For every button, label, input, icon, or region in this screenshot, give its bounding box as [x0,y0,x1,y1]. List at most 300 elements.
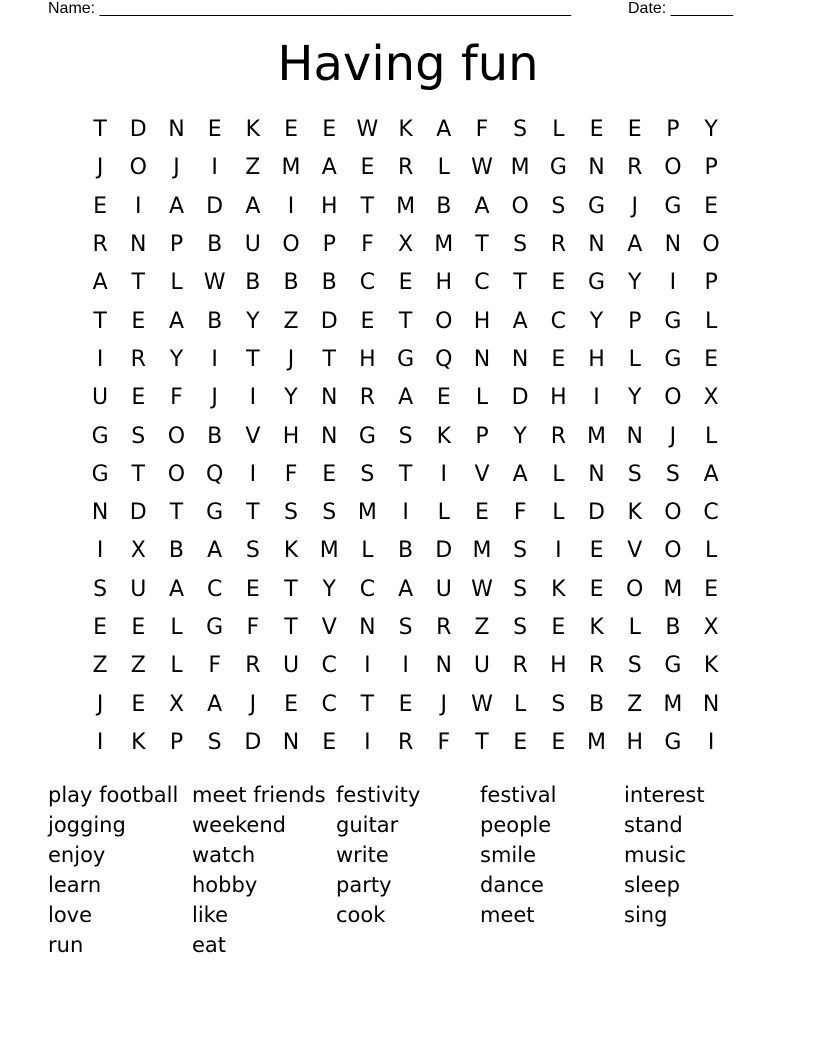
grid-cell: X [398,232,414,258]
grid-cell: N [320,385,338,411]
grid-cell: G [358,423,376,449]
grid-cell: G [206,615,224,640]
grid-cell: M [663,691,683,717]
grid-cell: K [436,423,451,449]
grid-cell: P [169,729,184,755]
grid-cell: C [703,500,719,526]
grid-cell: S [513,538,528,564]
grid-cell: O [664,538,682,564]
grid-cell: N [588,232,605,258]
grid-cell: U [130,576,147,602]
header [48,0,748,20]
grid-cell: G [206,500,224,526]
grid-cell: C [359,270,376,296]
grid-cell: E [704,193,719,219]
grid-cell: D [435,538,453,564]
grid-cell: G [664,653,682,679]
grid-cell: T [284,576,298,602]
grid-cell: Z [283,308,299,334]
grid-cell: G [588,270,606,296]
grid-cell: E [207,117,222,143]
grid-cell: A [627,232,643,258]
grid-cell: B [436,193,452,219]
grid-cell: I [249,461,257,487]
word-list-item: people [480,813,552,837]
grid-cell: A [168,576,184,602]
grid-cell: S [93,576,108,602]
grid-cell: E [551,615,566,640]
grid-cell: Z [474,615,490,640]
grid-cell: E [704,576,719,602]
grid-cell: X [703,615,719,640]
grid-cell: K [703,653,719,679]
grid-cell: K [589,615,604,640]
grid-cell: N [702,691,720,717]
grid-cell: Y [513,423,527,449]
grid-cell: R [245,653,261,679]
grid-cell: T [169,500,184,526]
grid-cell: Y [169,346,184,372]
grid-cell: C [550,308,567,334]
grid-cell: N [359,615,376,640]
word-list-item: party [336,873,392,897]
grid-cell: I [402,500,409,526]
grid-cell: S [513,117,528,143]
grid-cell: K [131,729,146,755]
grid-cell: M [587,729,607,755]
grid-cell: D [129,500,147,526]
grid-cell: R [436,615,452,640]
grid-cell: C [321,653,337,679]
grid-cell: F [361,232,374,258]
grid-cell: C [206,576,223,602]
name-field-label: Name: _____________________________________________________ [48,0,572,17]
grid-cell: L [437,155,450,181]
word-list-item: run [48,933,84,957]
grid-cell: I [96,538,104,564]
grid-cell: T [246,346,260,372]
grid-cell: L [552,500,565,526]
grid-cell: O [664,385,682,411]
grid-cell: O [167,461,186,487]
grid-cell: O [435,308,453,334]
grid-cell: E [284,117,298,143]
grid-cell: I [402,653,409,679]
grid-cell: S [131,423,146,449]
grid-cell: Z [92,653,108,679]
grid-cell: J [96,155,104,181]
grid-cell: A [703,461,719,487]
page-title: Having fun [277,36,539,92]
grid-cell: O [129,155,147,181]
grid-cell: I [669,270,677,296]
grid-cell: L [704,423,718,449]
grid-cell: E [551,270,566,296]
grid-cell: M [357,500,377,526]
grid-cell: P [322,232,336,258]
grid-cell: S [627,653,642,679]
grid-cell: I [211,346,218,372]
word-list-item: enjoy [48,843,106,867]
grid-cell: Y [627,385,642,411]
grid-cell: A [398,385,414,411]
grid-cell: T [93,117,107,143]
grid-cell: S [322,500,337,526]
grid-cell: E [360,308,375,334]
grid-cell: W [471,691,493,717]
grid-cell: P [704,155,718,181]
grid-cell: E [551,729,566,755]
word-list-item: play football [48,783,179,807]
grid-cell: R [550,232,566,258]
grid-cell: R [397,155,414,181]
grid-cell: F [208,653,221,679]
grid-cell: D [206,193,224,219]
grid-cell: B [665,615,681,640]
grid-cell: W [471,576,493,602]
grid-cell: Z [130,653,146,679]
grid-cell: N [282,729,300,755]
grid-cell: J [631,193,638,219]
grid-cell: K [245,117,261,143]
grid-cell: B [398,538,414,564]
grid-cell: I [707,729,715,755]
grid-cell: Z [627,691,643,717]
grid-cell: G [588,193,606,219]
grid-cell: H [588,346,605,372]
grid-cell: H [359,346,376,372]
grid-cell: S [665,461,680,487]
grid-cell: G [664,729,682,755]
grid-cell: T [398,308,413,334]
grid-cell: O [511,193,529,219]
grid-cell: T [322,346,336,372]
grid-cell: V [474,461,490,487]
grid-cell: T [246,500,260,526]
grid-cell: A [92,270,108,296]
word-list-item: guitar [336,813,399,837]
grid-cell: Y [246,308,260,334]
grid-cell: N [588,461,605,487]
grid-cell: A [321,155,337,181]
grid-cell: L [552,117,565,143]
grid-cell: N [473,346,491,372]
grid-cell: T [475,729,489,755]
grid-cell: C [321,691,337,717]
grid-cell: N [511,346,529,372]
grid-cell: A [512,308,528,334]
grid-cell: I [593,385,600,411]
word-list-item: cook [336,903,386,927]
word-list-item: love [48,903,93,927]
word-list-item: meet [480,903,535,927]
grid-cell: N [626,423,643,449]
grid-cell: T [131,270,145,296]
grid-cell: E [551,346,566,372]
grid-cell: F [475,117,489,143]
grid-cell: N [130,232,147,258]
grid-cell: F [513,500,527,526]
grid-cell: W [471,155,493,181]
grid-cell: Q [435,346,453,372]
grid-cell: I [364,729,371,755]
grid-cell: S [398,615,413,640]
grid-cell: S [627,461,642,487]
grid-cell: S [398,423,413,449]
grid-cell: F [170,385,183,411]
grid-cell: B [207,232,223,258]
word-list-item: dance [480,873,544,897]
grid-cell: X [130,538,146,564]
letter-grid [81,111,730,762]
grid-cell: W [203,270,226,296]
grid-cell: R [588,653,605,679]
grid-cell: J [440,691,448,717]
grid-cell: A [436,117,452,143]
word-list-item: watch [192,843,256,867]
grid-cell: U [282,653,300,679]
grid-cell: A [512,461,528,487]
grid-cell: E [245,576,260,602]
grid-cell: N [168,117,185,143]
grid-cell: M [319,538,339,564]
grid-cell: T [360,691,375,717]
grid-cell: R [397,729,414,755]
grid-cell: T [131,461,145,487]
grid-cell: L [704,308,718,334]
date-field-label: Date: _______ [628,0,733,17]
grid-cell: O [167,423,186,449]
word-list-item: festivity [336,783,421,807]
grid-cell: L [170,270,183,296]
grid-cell: L [170,615,183,640]
grid-cell: K [551,576,566,602]
grid-cell: M [396,193,416,219]
grid-cell: L [437,500,450,526]
grid-cell: E [131,308,146,334]
grid-cell: J [249,691,257,717]
grid-cell: E [704,346,719,372]
grid-cell: G [664,193,682,219]
grid-cell: L [361,538,374,564]
grid-cell: K [627,500,642,526]
grid-cell: T [513,270,527,296]
grid-cell: F [246,615,260,640]
grid-cell: F [284,461,298,487]
grid-cell: M [434,232,454,258]
grid-cell: N [588,155,605,181]
grid-cell: S [360,461,375,487]
grid-cell: Y [589,308,604,334]
word-list-item: music [624,843,687,867]
grid-cell: E [131,691,146,717]
grid-cell: B [245,270,261,296]
grid-cell: H [550,653,567,679]
grid-cell: R [92,232,108,258]
grid-cell: E [589,117,604,143]
grid-cell: L [628,615,641,640]
grid-cell: T [398,461,413,487]
grid-cell: Z [245,155,261,181]
grid-cell: D [129,117,147,143]
grid-cell: Y [704,117,718,143]
grid-cell: L [514,691,527,717]
grid-cell: V [321,615,337,640]
word-list-item: like [192,903,229,927]
grid-cell: E [360,155,375,181]
grid-cell: U [244,232,261,258]
grid-cell: P [628,308,642,334]
grid-cell: E [589,576,604,602]
word-list-item: sleep [624,873,680,897]
grid-cell: R [130,346,146,372]
grid-cell: B [168,538,185,564]
grid-cell: D [244,729,262,755]
grid-cell: S [551,691,566,717]
grid-cell: B [321,270,337,296]
grid-cell: E [589,538,604,564]
grid-cell: H [282,423,300,449]
grid-cell: L [704,538,718,564]
grid-cell: U [473,653,491,679]
word-list-item: festival [480,783,557,807]
grid-cell: I [96,729,104,755]
grid-cell: E [322,117,337,143]
grid-cell: I [249,385,257,411]
grid-cell: G [549,155,567,181]
grid-cell: J [211,385,218,411]
grid-cell: G [91,461,109,487]
grid-cell: E [513,729,528,755]
grid-cell: H [320,193,338,219]
grid-cell: U [92,385,109,411]
grid-cell: S [513,576,528,602]
grid-cell: I [211,155,218,181]
grid-cell: L [170,653,183,679]
grid-cell: P [475,423,489,449]
grid-cell: I [96,346,104,372]
grid-cell: S [245,538,260,564]
grid-cell: Y [322,576,336,602]
grid-cell: R [627,155,643,181]
grid-cell: B [283,270,299,296]
word-list [48,780,768,960]
word-list-item: learn [48,873,102,897]
word-list-item: weekend [192,813,286,837]
word-list-item: smile [480,843,536,867]
grid-cell: Y [627,270,642,296]
grid-cell: E [93,615,108,640]
grid-cell: J [287,346,295,372]
grid-cell: S [207,729,222,755]
grid-cell: H [473,308,491,334]
grid-cell: T [284,615,298,640]
grid-cell: G [91,423,109,449]
grid-cell: O [626,576,644,602]
grid-cell: O [664,500,682,526]
word-list-item: write [336,843,389,867]
grid-cell: L [475,385,489,411]
grid-cell: E [284,691,298,717]
grid-cell: L [552,461,565,487]
grid-cell: J [669,423,677,449]
grid-cell: K [398,117,413,143]
grid-cell: G [664,308,682,334]
grid-cell: U [435,576,452,602]
grid-cell: J [173,155,180,181]
grid-cell: R [512,653,528,679]
grid-cell: X [703,385,719,411]
grid-cell: D [511,385,529,411]
grid-cell: A [207,538,223,564]
grid-cell: X [168,691,184,717]
grid-cell: S [551,193,566,219]
grid-cell: T [475,232,489,258]
grid-cell: N [91,500,109,526]
grid-cell: E [436,385,451,411]
grid-cell: E [398,270,413,296]
grid-cell: E [322,729,337,755]
grid-cell: E [322,461,337,487]
grid-cell: A [207,691,223,717]
grid-cell: E [93,193,108,219]
grid-cell: M [472,538,492,564]
grid-cell: P [666,117,680,143]
grid-cell: A [474,193,490,219]
grid-cell: H [435,270,453,296]
grid-cell: M [587,423,607,449]
grid-cell: O [282,232,300,258]
grid-cell: A [168,193,184,219]
grid-cell: R [359,385,376,411]
grid-cell: Q [205,461,224,487]
grid-cell: E [131,615,146,640]
grid-cell: G [397,346,415,372]
grid-cell: S [513,615,528,640]
grid-cell: H [626,729,643,755]
grid-cell: C [474,270,490,296]
word-list-item: meet friends [192,783,326,807]
grid-cell: A [398,576,414,602]
grid-cell: S [513,232,528,258]
grid-cell: R [550,423,566,449]
grid-cell: I [555,538,562,564]
grid-cell: O [664,155,682,181]
grid-cell: N [435,653,453,679]
grid-cell: J [96,691,104,717]
grid-cell: I [440,461,448,487]
grid-cell: B [207,423,223,449]
grid-cell: E [398,691,413,717]
grid-cell: P [704,270,718,296]
word-list-item: jogging [48,813,126,837]
grid-cell: E [627,117,642,143]
word-list-item: stand [624,813,683,837]
grid-cell: L [628,346,641,372]
grid-cell: D [588,500,605,526]
word-list-item: sing [624,903,668,927]
grid-cell: A [168,308,184,334]
grid-cell: T [360,193,375,219]
grid-cell: F [437,729,451,755]
grid-cell: H [550,385,567,411]
grid-cell: I [364,653,371,679]
grid-cell: O [702,232,720,258]
grid-cell: W [356,117,379,143]
grid-cell: V [627,538,643,564]
grid-cell: G [664,346,682,372]
grid-cell: S [284,500,299,526]
